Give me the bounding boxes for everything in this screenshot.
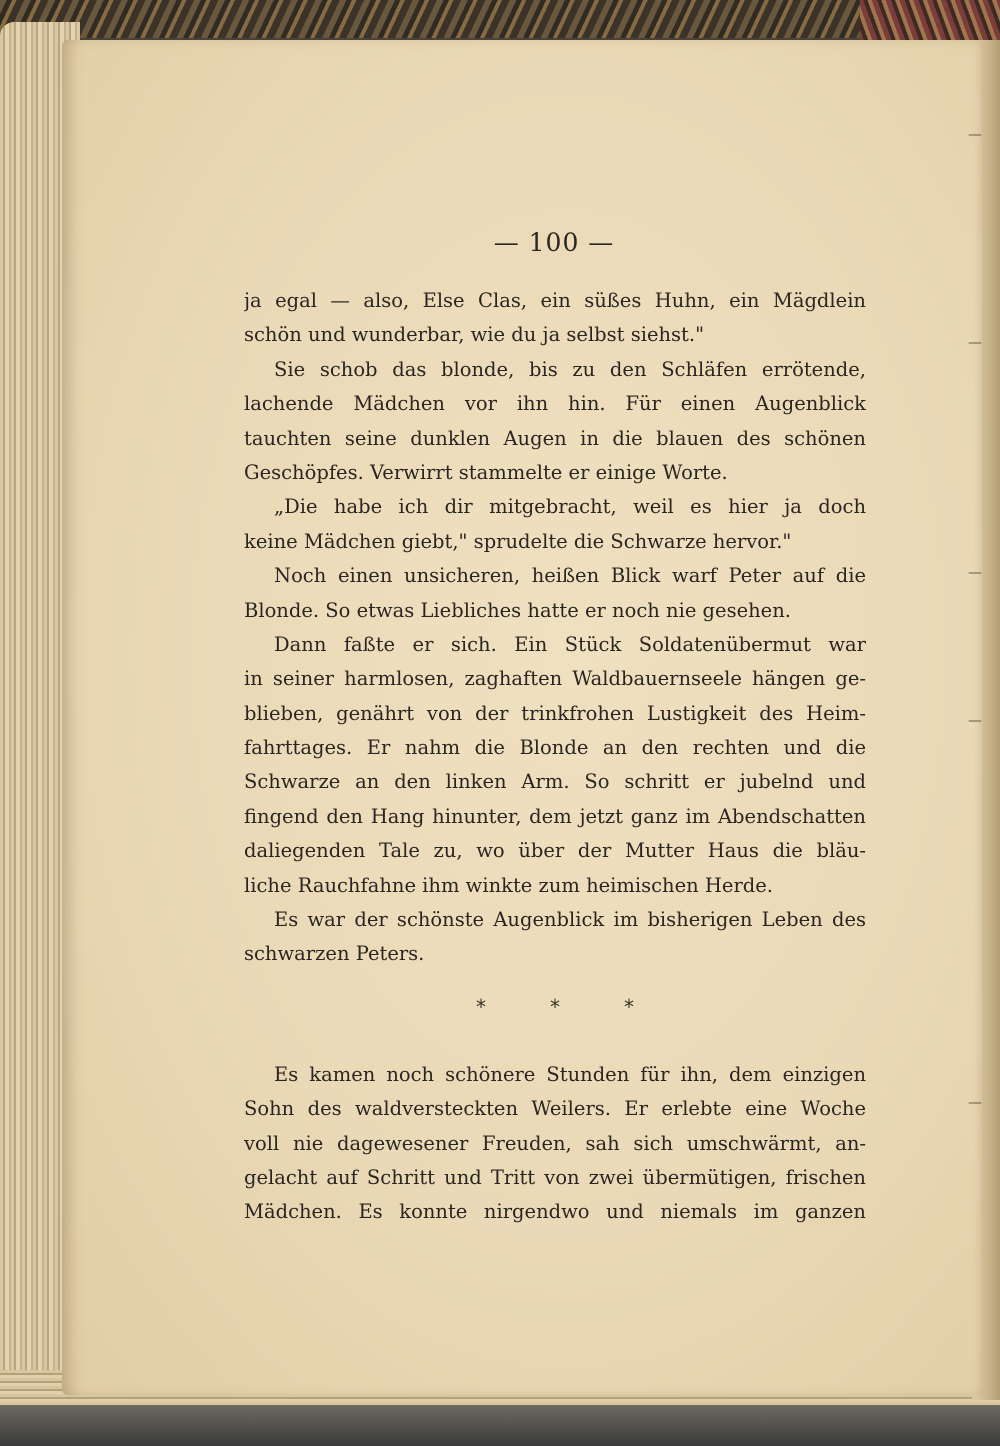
edge-mark: —	[968, 335, 982, 351]
text-line: Dann faßte er sich. Ein Stück Soldatenübermut war	[274, 632, 866, 656]
paragraph-5	[244, 628, 866, 903]
text-line: Sohn des waldversteckten Weilers. Er erlebte eine Woche	[244, 1097, 866, 1121]
text-line: Mädchen. Es konnte nirgendwo und niemals im ganzen	[244, 1200, 866, 1224]
marbled-cover-edge	[0, 0, 1000, 38]
text-line: Sie schob das blonde, bis zu den Schläfen errötende,	[274, 357, 866, 381]
text-line: fingend den Hang hinunter, dem jetzt ganz im Abendschatten	[244, 804, 866, 828]
edge-mark: —	[968, 565, 982, 581]
text-line: voll nie dagewesener Freuden, sah sich umschwärmt, an-	[244, 1131, 866, 1155]
text-line: lachende Mädchen vor ihn hin. Für einen Augenblick	[244, 392, 866, 416]
paragraph-7	[244, 1058, 866, 1230]
paragraph-6	[244, 903, 866, 972]
page-number: — 100 —	[493, 228, 615, 257]
edge-mark: —	[968, 713, 982, 729]
text-line: ja egal — also, Else Clas, ein süßes Huhn, ein Mägdlein	[244, 289, 866, 312]
edge-mark: —	[968, 127, 982, 143]
paragraph-4	[244, 559, 866, 628]
text-line: Es war der schönste Augenblick im bisherigen Leben des	[274, 908, 866, 932]
paragraph-2	[244, 353, 866, 491]
text-line: gelacht auf Schritt und Tritt von zwei übermütigen, frischen	[244, 1165, 866, 1189]
spacer	[244, 1042, 866, 1058]
paragraph-1	[244, 284, 866, 353]
text-line: keine Mädchen giebt," sprudelte die Schwarze hervor."	[244, 529, 792, 553]
text-line: blieben, genährt von der trinkfrohen Lustigkeit des Heim-	[244, 701, 866, 725]
text-line: liche Rauchfahne ihm winkte zum heimischen Herde.	[244, 873, 774, 897]
edge-mark: —	[968, 1095, 982, 1111]
text-line: Schwarze an den linken Arm. So schritt er jubelnd und	[244, 770, 866, 794]
text-line: „Die habe ich dir mitgebracht, weil es hier ja doch	[274, 495, 866, 519]
asterisk: *	[624, 994, 634, 1019]
text-line: daliegenden Tale zu, wo über der Mutter Haus die bläu-	[244, 839, 866, 863]
cover-corner	[860, 0, 1000, 44]
text-line: Geschöpfes. Verwirrt stammelte er einige Worte.	[244, 460, 728, 484]
scan-background-bottom	[0, 1405, 1000, 1446]
section-separator	[244, 972, 866, 1042]
asterisk: *	[476, 994, 486, 1019]
text-line: in seiner harmlosen, zaghaften Waldbauernseele hängen ge-	[244, 667, 866, 691]
page-text	[244, 284, 866, 1230]
text-line: fahrttages. Er nahm die Blonde an den rechten und die	[244, 736, 866, 760]
text-line: Blonde. So etwas Liebliches hatte er noch nie gesehen.	[244, 598, 791, 622]
text-line: schwarzen Peters.	[244, 942, 425, 966]
asterisk: *	[550, 994, 560, 1019]
text-line: Es kamen noch schönere Stunden für ihn, dem einzigen	[274, 1062, 866, 1086]
paragraph-3	[244, 490, 866, 559]
text-line: schön und wunderbar, wie du ja selbst siehst."	[244, 323, 705, 347]
text-line: Noch einen unsicheren, heißen Blick warf Peter auf die	[274, 564, 866, 588]
text-line: tauchten seine dunklen Augen in die blauen des schönen	[244, 426, 866, 450]
